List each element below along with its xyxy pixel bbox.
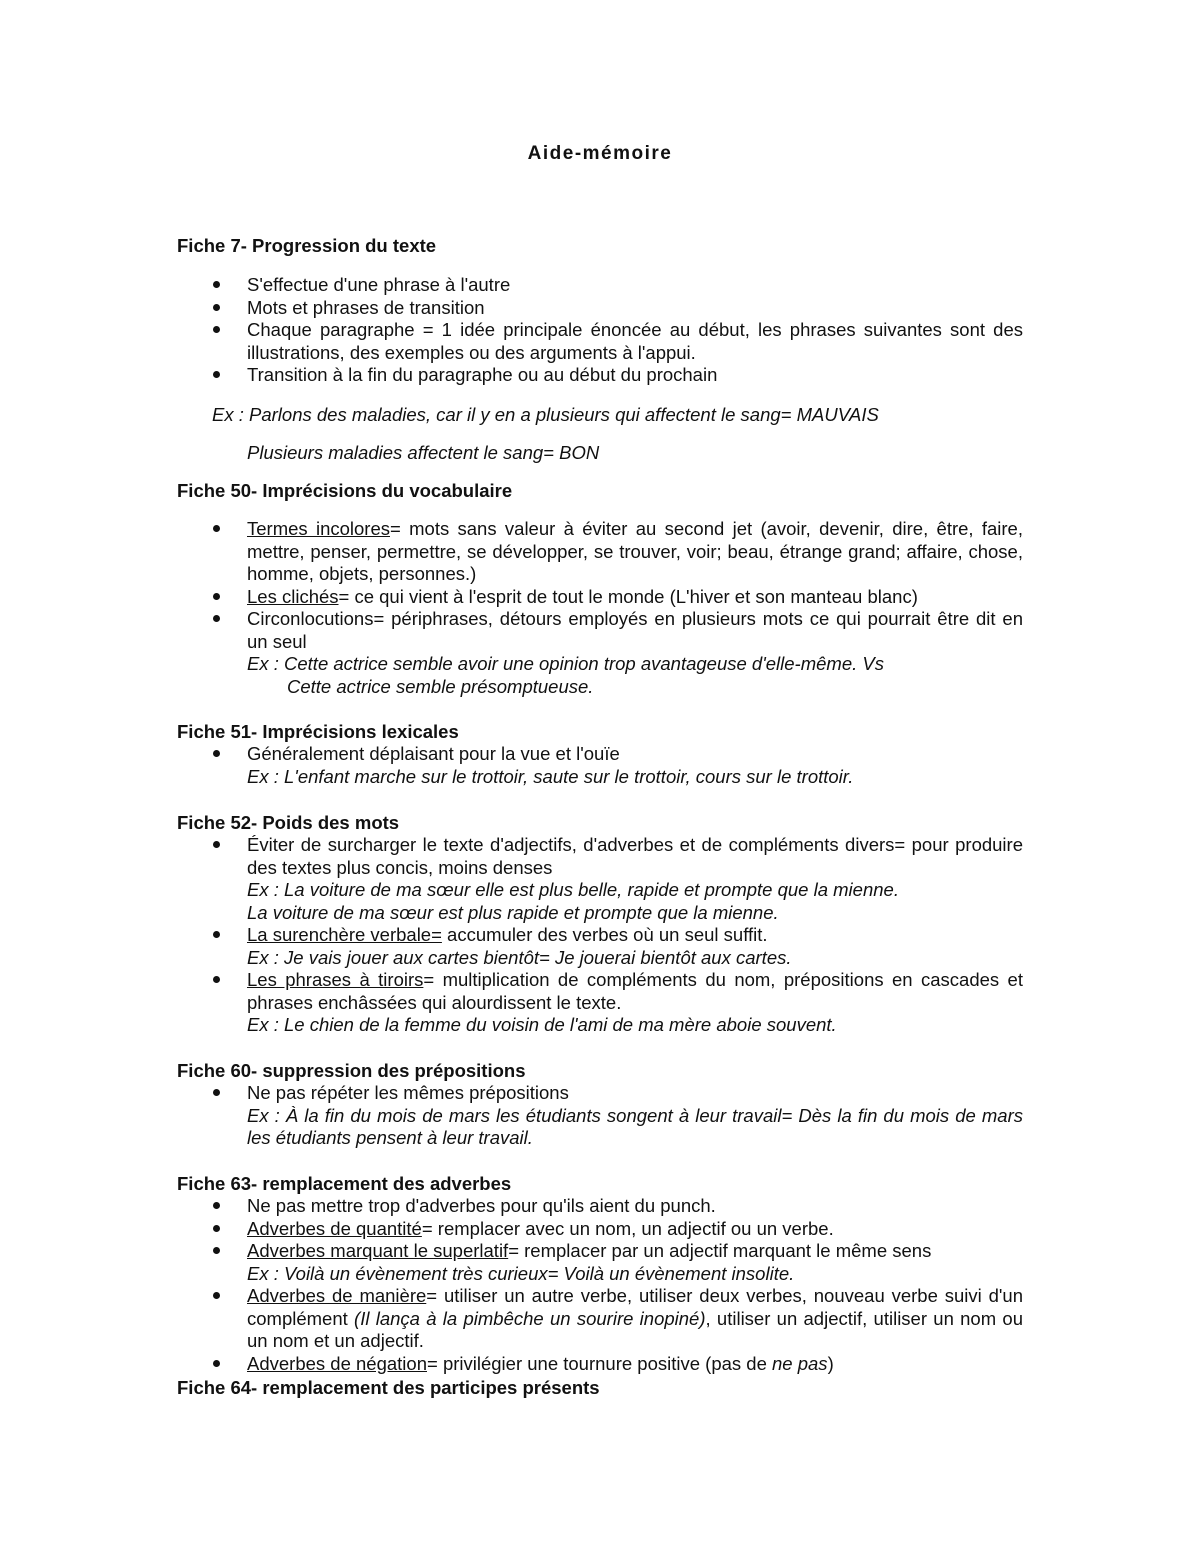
list-item	[177, 586, 1023, 609]
example-text: Ex : Je vais jouer aux cartes bientôt= Je jouerai bientôt aux cartes.	[247, 946, 792, 968]
example-text: La voiture de ma sœur est plus rapide et prompte que la mienne.	[247, 901, 779, 923]
bullet-list	[177, 1195, 1023, 1375]
section-heading: Fiche 60- suppression des prépositions	[177, 1060, 526, 1081]
list-item: Transition à la fin du paragraphe ou au début du prochain	[177, 364, 1023, 387]
section-heading: Fiche 63- remplacement des adverbes	[177, 1173, 512, 1194]
list-item	[177, 608, 1023, 698]
term-definition: , utiliser un adjectif, utiliser un nom ou un nom et un adjectif.	[247, 1307, 1023, 1351]
term-label: Les phrases à tiroirs	[247, 969, 424, 990]
bullet-list	[177, 834, 1023, 1037]
example-text: (Il lança à la pimbêche un sourire inopiné)	[354, 1307, 706, 1329]
section-heading: Fiche 51- Imprécisions lexicales	[177, 721, 459, 742]
section-fiche-7	[177, 234, 1023, 387]
bullet-list	[177, 1082, 1023, 1150]
bullet-list	[177, 743, 1023, 788]
term-definition: accumuler des verbes où un seul suffit.	[441, 924, 768, 945]
list-item: Ne pas mettre trop d'adverbes pour qu'ils aient du punch.	[177, 1195, 1023, 1218]
list-item	[177, 1285, 1023, 1353]
page-title: Aide-mémoire	[527, 143, 673, 164]
list-item	[177, 834, 1023, 924]
term-label: Adverbes de quantité	[247, 1217, 422, 1239]
term-definition: = utiliser un autre verbe, utiliser deux verbes, nouveau verbe suivi d'un complément	[247, 1285, 1023, 1329]
list-item-text: Éviter de surcharger le texte d'adjectifs, d'adverbes et de compléments divers= pour produire des textes plus concis, moins denses	[247, 834, 1023, 878]
list-item	[177, 969, 1023, 1037]
section-fiche-50	[177, 479, 1023, 698]
term-definition: )	[827, 1352, 834, 1374]
section-fiche-63	[177, 1172, 1023, 1375]
term-label: Les clichés	[247, 585, 339, 607]
example-text: Cette actrice semble présomptueuse.	[287, 675, 594, 697]
list-item: Chaque paragraphe = 1 idée principale énoncée au début, les phrases suivantes sont des illustrations, des exemples ou des arguments à l'appui.	[177, 319, 1023, 364]
term-definition: = mots sans valeur à éviter au second jet (avoir, devenir, dire, être, faire, mettre, penser, permettre, se développer, se trouver, voir; beau, étrange grand; affaire, chose, homme, objets, personnes.)	[247, 518, 1023, 584]
section-fiche-60	[177, 1059, 1023, 1150]
list-item	[177, 743, 1023, 788]
list-item: S'effectue d'une phrase à l'autre	[177, 274, 1023, 297]
section-fiche-64	[177, 1376, 1023, 1399]
list-item	[177, 924, 1023, 969]
list-item	[177, 518, 1023, 586]
example-text: Ex : Voilà un évènement très curieux= Voilà un évènement insolite.	[247, 1262, 795, 1284]
example-text: Ex : Parlons des maladies, car il y en a plusieurs qui affectent le sang= MAUVAIS	[212, 404, 879, 425]
section-heading: Fiche 50- Imprécisions du vocabulaire	[177, 480, 513, 501]
list-item	[177, 1353, 1023, 1376]
term-definition: = ce qui vient à l'esprit de tout le monde (L'hiver et son manteau blanc)	[338, 585, 918, 607]
section-heading: Fiche 7- Progression du texte	[177, 235, 437, 256]
term-definition: = privilégier une tournure positive (pas de	[427, 1352, 773, 1374]
list-item	[177, 1082, 1023, 1150]
list-item	[177, 1218, 1023, 1241]
section-fiche-52	[177, 811, 1023, 1037]
term-label: Adverbes de négation	[247, 1352, 427, 1374]
example-text: ne pas	[772, 1352, 828, 1374]
list-item	[177, 1240, 1023, 1285]
term-label: Adverbes marquant le superlatif	[247, 1240, 509, 1261]
bullet-list	[177, 274, 1023, 387]
example-text: Ex : La voiture de ma sœur elle est plus belle, rapide et prompte que la mienne.	[247, 879, 899, 900]
term-label: Termes incolores	[247, 518, 390, 539]
term-definition: Circonlocutions= périphrases, détours employés en plusieurs mots ce qui pourrait être dit en un seul	[247, 608, 1023, 652]
term-definition: = remplacer avec un nom, un adjectif ou un verbe.	[421, 1217, 834, 1239]
term-label: La surenchère verbale=	[247, 924, 442, 945]
example-text: Plusieurs maladies affectent le sang= BON	[247, 442, 600, 463]
list-item-text: Généralement déplaisant pour la vue et l'ouïe	[247, 743, 620, 764]
term-label: Adverbes de manière	[247, 1285, 427, 1306]
section-heading: Fiche 64- remplacement des participes présents	[177, 1377, 600, 1398]
example-text: Ex : Cette actrice semble avoir une opinion trop avantageuse d'elle-même. Vs	[247, 653, 884, 674]
example-text: Ex : L'enfant marche sur le trottoir, saute sur le trottoir, cours sur le trottoir.	[247, 765, 854, 787]
term-definition: = remplacer par un adjectif marquant le même sens	[508, 1240, 932, 1261]
list-item-text: Ne pas répéter les mêmes prépositions	[247, 1082, 569, 1103]
list-item: Mots et phrases de transition	[177, 297, 1023, 320]
example-text: Ex : À la fin du mois de mars les étudiants songent à leur travail= Dès la fin du mois de mars les étudiants pensent à leur travail.	[247, 1104, 1023, 1148]
section-heading: Fiche 52- Poids des mots	[177, 812, 400, 833]
example-text: Ex : Le chien de la femme du voisin de l'ami de ma mère aboie souvent.	[247, 1014, 837, 1035]
section-fiche-51	[177, 720, 1023, 788]
term-definition: = multiplication de compléments du nom, prépositions en cascades et phrases enchâssées qui alourdissent le texte.	[247, 969, 1023, 1013]
bullet-list	[177, 518, 1023, 698]
